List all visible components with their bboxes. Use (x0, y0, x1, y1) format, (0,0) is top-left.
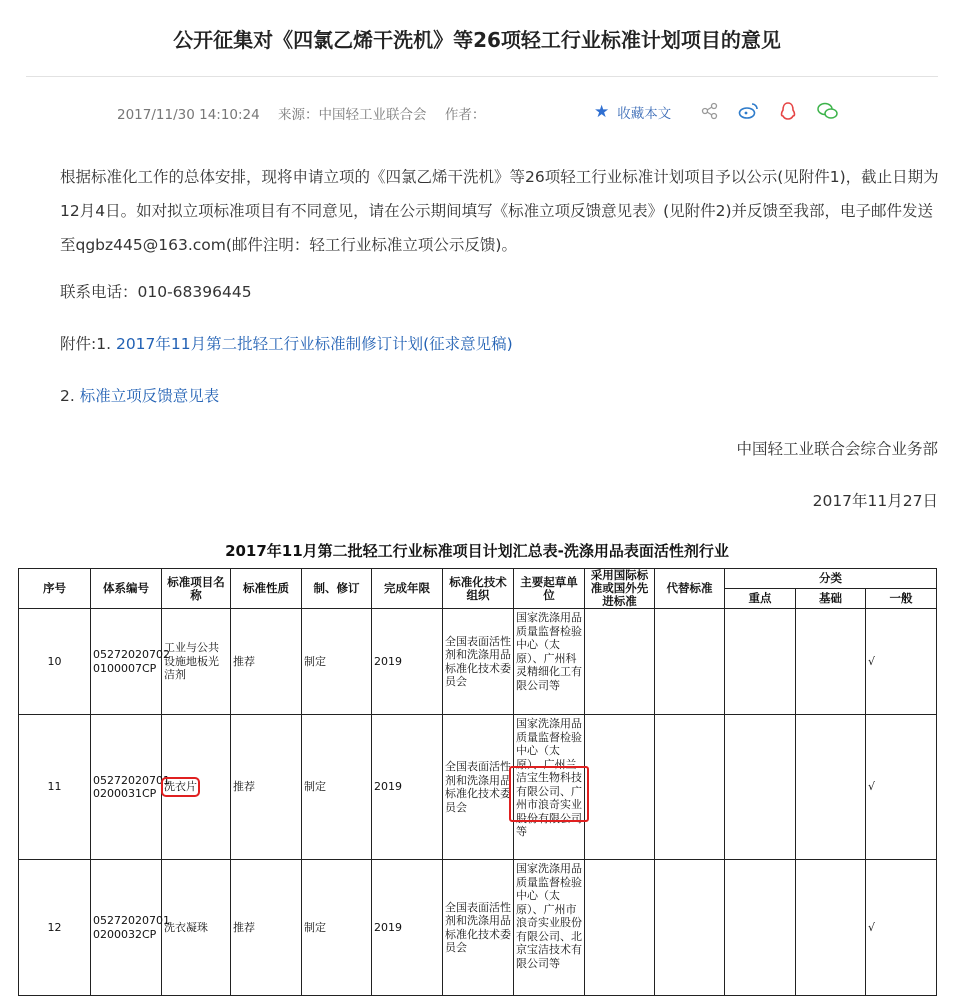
cell-year: 2019 (372, 609, 443, 715)
cell-org: 全国表面活性剂和洗涤用品标准化技术委员会 (443, 715, 514, 860)
header-code: 体系编号 (91, 569, 162, 609)
header-nature: 标准性质 (231, 569, 302, 609)
table-row (19, 860, 937, 996)
contact-phone: 联系电话：010-68396445 (60, 283, 252, 301)
cell-cat-general: √ (866, 860, 937, 996)
cell-intl (585, 609, 655, 715)
attachment-2-prefix: 2. (60, 387, 80, 405)
header-name: 标准项目名称 (162, 569, 231, 609)
header-intl: 采用国际标准或国外先进标准 (585, 569, 655, 609)
header-seq: 序号 (19, 569, 91, 609)
signature-org: 中国轻工业联合会综合业务部 (736, 440, 938, 458)
header-org: 标准化技术组织 (443, 569, 514, 609)
cell-seq: 11 (19, 715, 91, 860)
cell-revise: 制定 (302, 860, 372, 996)
cell-code: 05272020701 0200031CP (91, 715, 162, 860)
header-replace: 代替标准 (655, 569, 725, 609)
favorite-label: 收藏本文 (617, 106, 672, 122)
cell-cat-base (796, 609, 866, 715)
cell-intl (585, 715, 655, 860)
publish-datetime: 2017/11/30 14:10:24 (117, 107, 260, 123)
share-bar (700, 101, 840, 121)
attachment-1 (60, 332, 513, 354)
cell-name: 洗衣凝珠 (162, 860, 231, 996)
header-cat-base: 基础 (796, 589, 866, 609)
cell-seq: 12 (19, 860, 91, 996)
article-title: 公开征集对《四氯乙烯干洗机》等26项轻工行业标准计划项目的意见 (173, 28, 781, 52)
cell-org: 全国表面活性剂和洗涤用品标准化技术委员会 (443, 609, 514, 715)
cell-drafter: 国家洗涤用品质量监督检验中心（太原）、广州市浪奇实业股份有限公司、北京宝洁技术有限公司等 (514, 860, 585, 996)
cell-cat-general: √ (866, 609, 937, 715)
cell-cat-base (796, 715, 866, 860)
cell-replace (655, 609, 725, 715)
table-row (19, 609, 937, 715)
cell-drafter: 国家洗涤用品质量监督检验中心（太原）、广州科灵精细化工有限公司等 (514, 609, 585, 715)
weibo-icon[interactable] (738, 101, 760, 121)
cell-year: 2019 (372, 715, 443, 860)
cell-cat-general: √ (866, 715, 937, 860)
cell-nature: 推荐 (231, 860, 302, 996)
cell-cat-key (725, 860, 796, 996)
cell-revise: 制定 (302, 609, 372, 715)
article-author: 作者： (444, 107, 486, 123)
article-body-paragraph: 根据标准化工作的总体安排，现将申请立项的《四氯乙烯干洗机》等26项轻工行业标准计划项目予以公示(见附件1)，截止日期为12月4日。如对拟立项标准项目有不同意见，请在公示期间填写《标准立项反馈意见表》(见附件2)并反馈至我部，电子邮件发送至qgbz445@163.com(邮件注明：轻工行业标准立项公示反馈)。 (60, 168, 939, 254)
share-icon[interactable] (700, 101, 720, 121)
embedded-document-image (0, 532, 954, 1004)
wechat-icon[interactable] (816, 101, 840, 121)
article-meta (117, 103, 499, 123)
star-icon: ★ (594, 102, 610, 122)
attachment-2-link[interactable]: 标准立项反馈意见表 (79, 387, 220, 405)
header-cat-general: 一般 (866, 589, 937, 609)
highlighted-name: 洗衣片 (164, 780, 197, 794)
cell-drafter: 国家洗涤用品质量监督检验中心（太原）、广州兰洁宝生物科技有限公司、广州市浪奇实业股份有限公司等 (514, 715, 585, 860)
qq-icon[interactable] (778, 101, 798, 121)
cell-code: 05272020701 0200032CP (91, 860, 162, 996)
cell-seq: 10 (19, 609, 91, 715)
cell-name: 工业与公共设施地板光洁剂 (162, 609, 231, 715)
cell-nature: 推荐 (231, 609, 302, 715)
cell-replace (655, 715, 725, 860)
signature-date: 2017年11月27日 (812, 492, 938, 510)
cell-org: 全国表面活性剂和洗涤用品标准化技术委员会 (443, 860, 514, 996)
header-year: 完成年限 (372, 569, 443, 609)
header-drafter: 主要起草单位 (514, 569, 585, 609)
favorite-button[interactable] (594, 102, 671, 122)
cell-intl (585, 860, 655, 996)
document-title: 2017年11月第二批轻工行业标准项目计划汇总表-洗涤用品表面活性剂行业 (225, 542, 729, 560)
cell-revise: 制定 (302, 715, 372, 860)
cell-cat-key (725, 609, 796, 715)
header-cat-key: 重点 (725, 589, 796, 609)
header-category: 分类 (725, 569, 937, 589)
standards-table (18, 568, 937, 996)
title-divider (26, 76, 938, 77)
table-header-row (19, 569, 937, 589)
attachment-2 (60, 384, 219, 406)
highlight-box (509, 766, 589, 822)
attachment-1-link[interactable]: 2017年11月第二批轻工行业标准制修订计划(征求意见稿) (115, 335, 513, 353)
table-row (19, 715, 937, 860)
cell-cat-key (725, 715, 796, 860)
article-source: 来源：中国轻工业联合会 (278, 107, 427, 123)
attachment-1-prefix: 附件:1. (60, 335, 116, 353)
header-revise: 制、修订 (302, 569, 372, 609)
cell-nature: 推荐 (231, 715, 302, 860)
cell-name (162, 715, 231, 860)
cell-replace (655, 860, 725, 996)
cell-year: 2019 (372, 860, 443, 996)
cell-cat-base (796, 860, 866, 996)
cell-code: 05272020702 0100007CP (91, 609, 162, 715)
